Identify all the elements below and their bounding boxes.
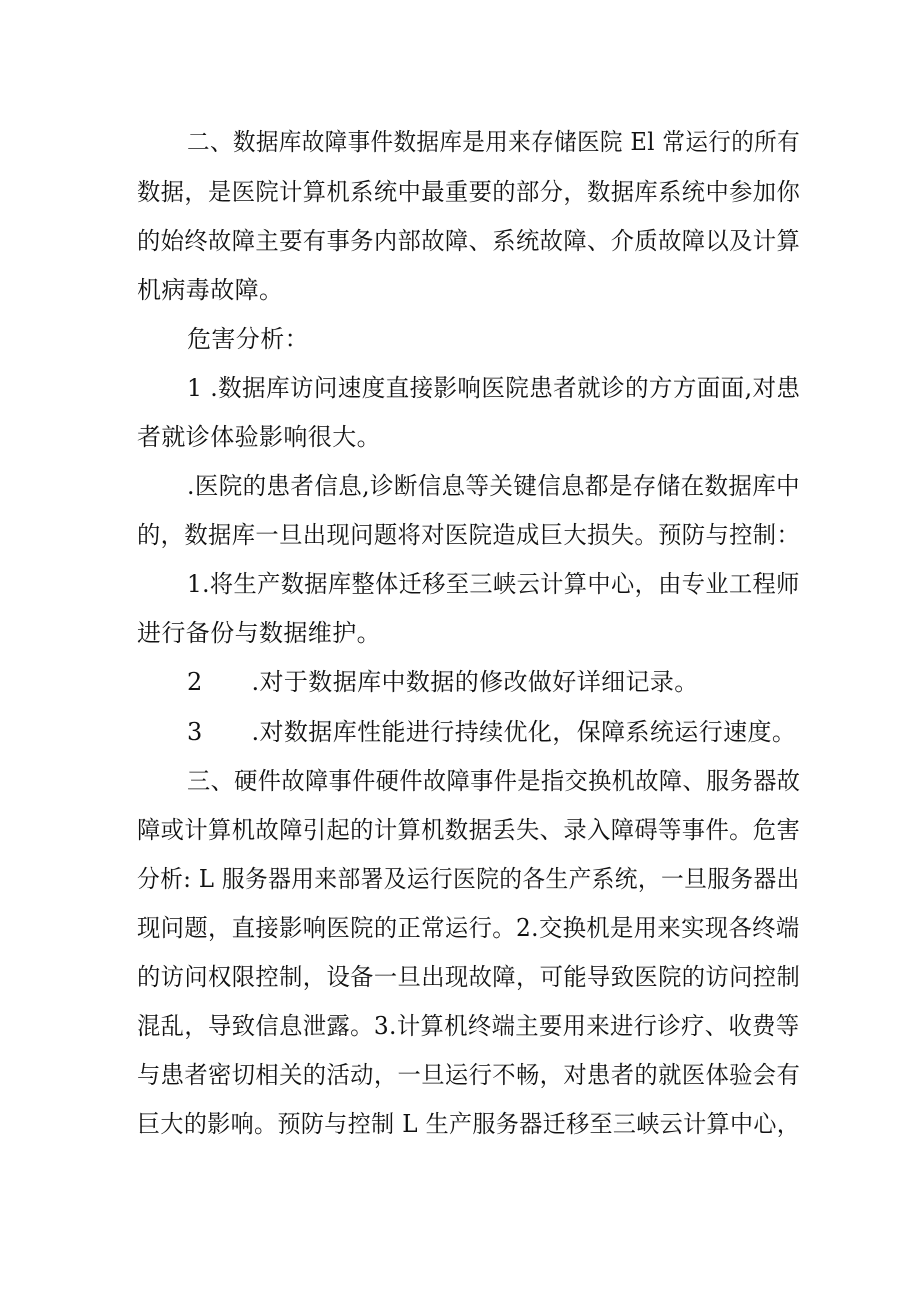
- paragraph-line: 机病毒故障。: [137, 276, 284, 304]
- paragraph-line: 二、数据库故障事件数据库是用来存储医院 El 常运行的所有: [187, 128, 801, 156]
- paragraph-line: 1 .数据库访问速度直接影响医院患者就诊的方方面面,对患: [187, 374, 801, 402]
- paragraph-line: 分析: L 服务器用来部署及运行医院的各生产系统，一旦服务器出: [137, 865, 800, 893]
- list-item: 2 .对于数据库中数据的修改做好详细记录。: [187, 668, 699, 696]
- paragraph-line: 与患者密切相关的活动，一旦运行不畅，对患者的就医体验会有: [137, 1061, 801, 1089]
- paragraph-line: 混乱，导致信息泄露。3.计算机终端主要用来进行诊疗、收费等: [137, 1012, 800, 1040]
- section-heading: 危害分析：: [187, 325, 309, 353]
- paragraph-line: 进行备份与数据维护。: [137, 619, 381, 647]
- paragraph-line: 者就诊体验影响很大。: [137, 423, 381, 451]
- paragraph-line: 现问题，直接影响医院的正常运行。2.交换机是用来实现各终端: [137, 914, 800, 942]
- paragraph-line: 的始终故障主要有事务内部故障、系统故障、介质故障以及计算: [137, 227, 801, 255]
- paragraph-line: .医院的患者信息,诊断信息等关键信息都是存储在数据库中: [187, 472, 801, 500]
- paragraph-line: 1.将生产数据库整体迁移至三峡云计算中心，由专业工程师: [187, 570, 800, 598]
- paragraph-line: 三、硬件故障事件硬件故障事件是指交换机故障、服务器故: [187, 767, 801, 795]
- paragraph-line: 的，数据库一旦出现问题将对医院造成巨大损失。预防与控制：: [137, 521, 801, 549]
- list-item: 3 .对数据库性能进行持续优化，保障系统运行速度。: [187, 718, 797, 746]
- paragraph-line: 的访问权限控制，设备一旦出现故障，可能导致医院的访问控制: [137, 963, 801, 991]
- paragraph-line: 数据，是医院计算机系统中最重要的部分，数据库系统中参加你: [137, 178, 801, 206]
- paragraph-line: 障或计算机故障引起的计算机数据丢失、录入障碍等事件。危害: [137, 816, 801, 844]
- paragraph-line: 巨大的影响。预防与控制 L 生产服务器迁移至三峡云计算中心，: [137, 1110, 801, 1138]
